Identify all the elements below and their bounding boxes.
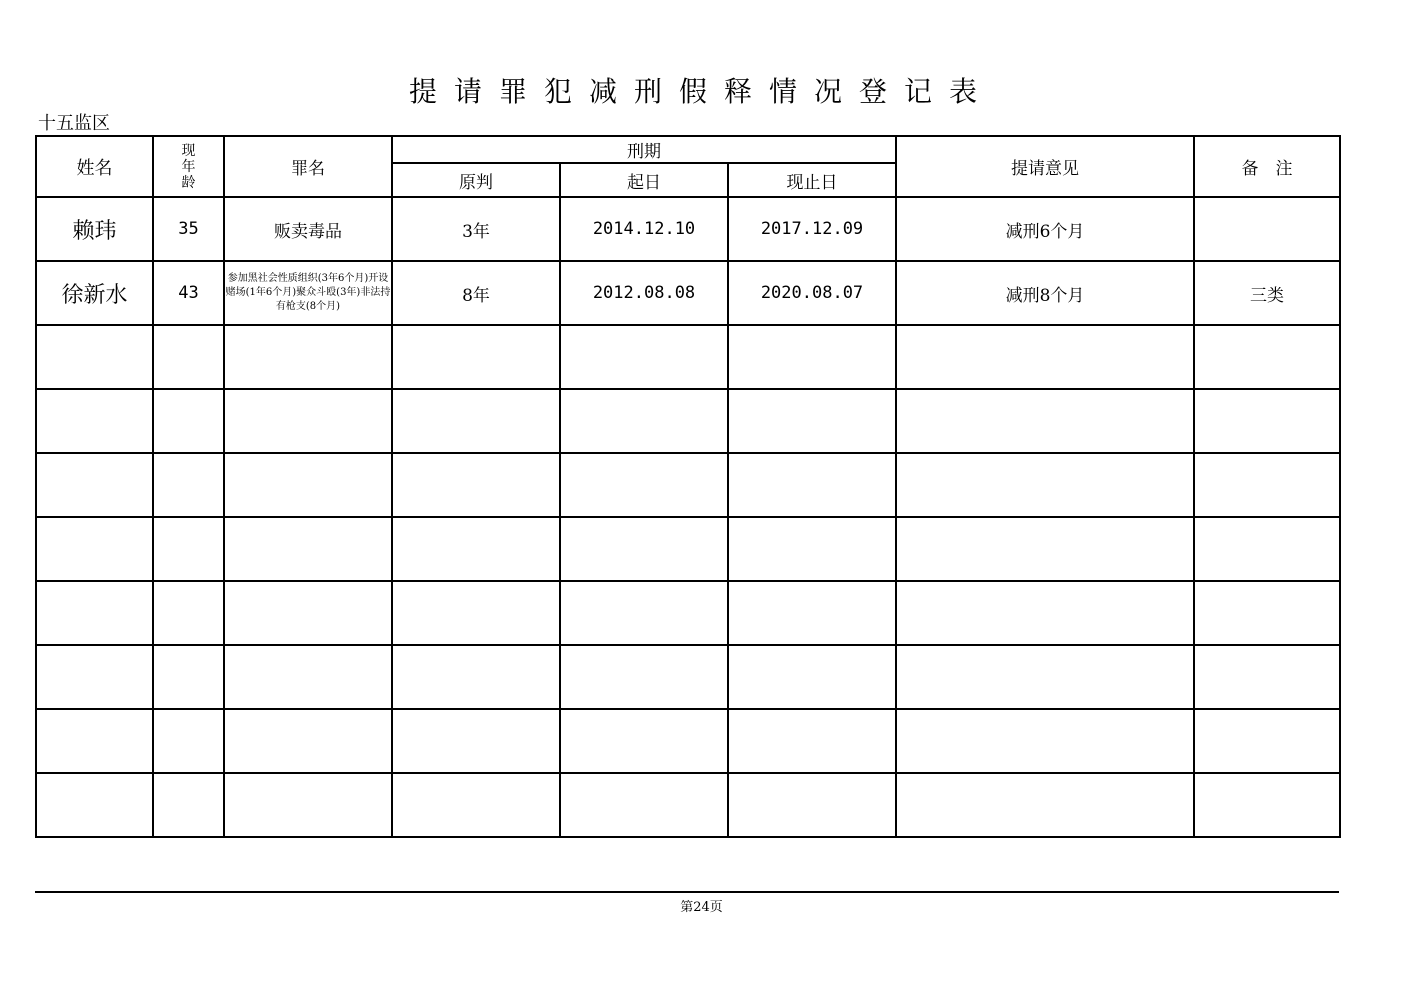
empty-cell [560, 453, 728, 517]
empty-cell [224, 453, 392, 517]
header-current-end: 现止日 [728, 163, 896, 197]
empty-cell [224, 709, 392, 773]
empty-cell [896, 709, 1194, 773]
empty-cell [728, 389, 896, 453]
empty-cell [560, 645, 728, 709]
empty-cell [392, 453, 560, 517]
empty-cell [153, 709, 224, 773]
header-name: 姓名 [36, 136, 153, 197]
footer-divider [35, 891, 1339, 893]
empty-cell [728, 709, 896, 773]
cell-opinion: 减刑6个月 [896, 197, 1194, 261]
page-number: 第24页 [680, 900, 723, 915]
empty-cell [392, 773, 560, 837]
cell-name: 徐新水 [36, 261, 153, 325]
cell-age: 43 [153, 261, 224, 325]
empty-cell [36, 581, 153, 645]
empty-cell [728, 581, 896, 645]
cell-original: 8年 [392, 261, 560, 325]
empty-cell [36, 709, 153, 773]
empty-cell [392, 389, 560, 453]
empty-cell [1194, 517, 1340, 581]
empty-cell [392, 645, 560, 709]
empty-row [36, 773, 1340, 837]
cell-crime: 参加黑社会性质组织(3年6个月)开设赌场(1年6个月)聚众斗殴(3年)非法持有枪支(8个月) [224, 261, 392, 325]
cell-crime: 贩卖毒品 [224, 197, 392, 261]
empty-cell [153, 773, 224, 837]
empty-cell [392, 581, 560, 645]
header-remarks: 备 注 [1194, 136, 1340, 197]
empty-cell [896, 581, 1194, 645]
empty-cell [560, 709, 728, 773]
empty-row [36, 389, 1340, 453]
cell-current-end: 2020.08.07 [728, 261, 896, 325]
empty-cell [153, 325, 224, 389]
header-sentence-group: 刑期 [392, 136, 896, 163]
empty-cell [896, 517, 1194, 581]
empty-cell [560, 517, 728, 581]
empty-cell [392, 325, 560, 389]
empty-cell [560, 325, 728, 389]
empty-cell [392, 709, 560, 773]
empty-cell [153, 645, 224, 709]
empty-cell [224, 645, 392, 709]
empty-cell [36, 325, 153, 389]
empty-cell [728, 773, 896, 837]
header-age [153, 136, 224, 197]
empty-cell [224, 773, 392, 837]
empty-cell [1194, 389, 1340, 453]
cell-remarks [1194, 197, 1340, 261]
empty-cell [1194, 645, 1340, 709]
cell-start: 2014.12.10 [560, 197, 728, 261]
cell-name: 赖玮 [36, 197, 153, 261]
empty-cell [36, 645, 153, 709]
cell-original: 3年 [392, 197, 560, 261]
empty-cell [224, 517, 392, 581]
empty-cell [36, 773, 153, 837]
empty-cell [153, 389, 224, 453]
cell-opinion: 减刑8个月 [896, 261, 1194, 325]
cell-start: 2012.08.08 [560, 261, 728, 325]
empty-cell [1194, 453, 1340, 517]
empty-cell [728, 517, 896, 581]
empty-row [36, 645, 1340, 709]
empty-cell [728, 453, 896, 517]
empty-cell [224, 325, 392, 389]
cell-current-end: 2017.12.09 [728, 197, 896, 261]
empty-cell [896, 453, 1194, 517]
table-row [36, 261, 1340, 325]
empty-cell [560, 773, 728, 837]
header-opinion: 提请意见 [896, 136, 1194, 197]
empty-cell [896, 389, 1194, 453]
header-crime: 罪名 [224, 136, 392, 197]
empty-cell [36, 389, 153, 453]
empty-row [36, 325, 1340, 389]
empty-row [36, 581, 1340, 645]
header-original: 原判 [392, 163, 560, 197]
registration-table [35, 135, 1341, 838]
header-age-text: 现年龄 [181, 142, 196, 191]
empty-cell [36, 517, 153, 581]
empty-cell [224, 389, 392, 453]
empty-cell [896, 773, 1194, 837]
empty-row [36, 709, 1340, 773]
empty-cell [560, 389, 728, 453]
form-title: 提请罪犯减刑假释情况登记表 [408, 75, 994, 108]
empty-cell [153, 581, 224, 645]
empty-cell [728, 325, 896, 389]
empty-row [36, 517, 1340, 581]
header-start: 起日 [560, 163, 728, 197]
empty-cell [560, 581, 728, 645]
empty-cell [896, 325, 1194, 389]
empty-cell [36, 453, 153, 517]
empty-cell [1194, 325, 1340, 389]
district-label: 十五监区 [38, 113, 110, 134]
empty-cell [153, 453, 224, 517]
empty-cell [392, 517, 560, 581]
empty-cell [1194, 773, 1340, 837]
empty-cell [728, 645, 896, 709]
empty-cell [224, 581, 392, 645]
empty-cell [1194, 709, 1340, 773]
cell-age: 35 [153, 197, 224, 261]
empty-cell [1194, 581, 1340, 645]
empty-cell [153, 517, 224, 581]
empty-row [36, 453, 1340, 517]
empty-cell [896, 645, 1194, 709]
table-row [36, 197, 1340, 261]
cell-remarks: 三类 [1194, 261, 1340, 325]
